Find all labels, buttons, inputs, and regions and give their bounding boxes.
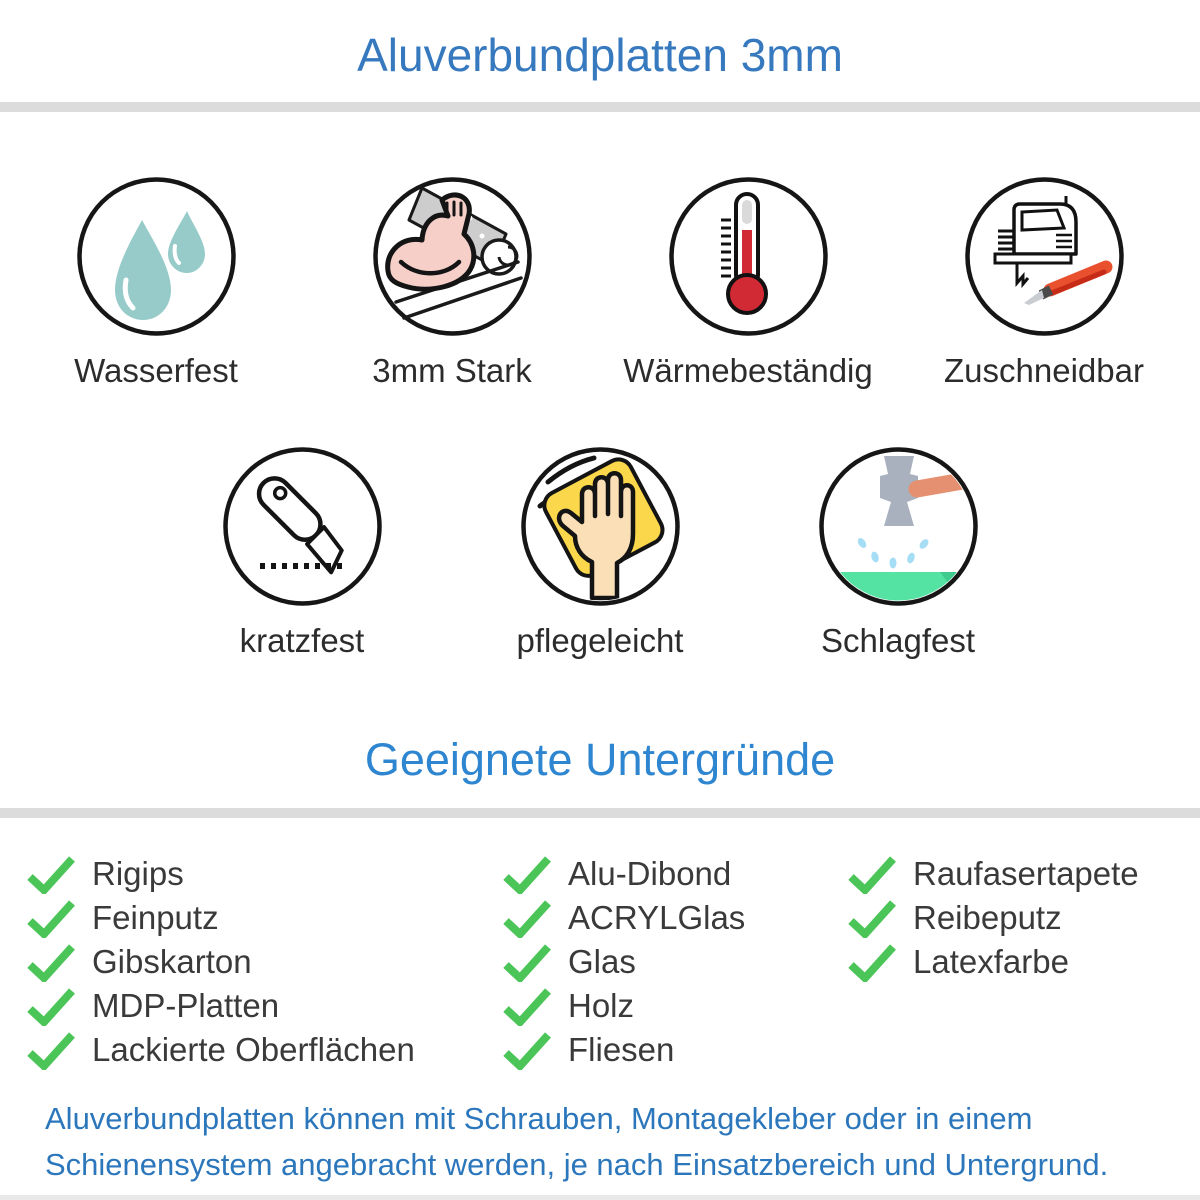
substrate-label: ACRYLGlas [568,899,746,936]
feature-schlagfest [780,444,1016,660]
feature-label: Wasserfest [74,352,238,389]
substrate-label: Holz [568,987,635,1024]
feature-zuschneidbar [926,174,1162,390]
checkmark-icon [845,942,899,982]
checkmark-icon [24,1030,78,1070]
substrate-label: Fliesen [568,1031,675,1068]
checkmark-icon [500,1030,554,1070]
mounting-note-line2: Schienensystem angebracht werden, je nach Einsatzbereich und Untergrund. [45,1147,1109,1182]
list-item [500,1028,845,1072]
divider [0,1195,1200,1200]
feature-label: Zuschneidbar [944,352,1144,389]
feature-waermebestaendig [623,174,873,390]
feature-label: kratzfest [239,622,365,659]
substrate-label: MDP-Platten [92,987,280,1024]
water-drops-icon [74,174,239,339]
checkmark-icon [500,986,554,1026]
jigsaw-cutter-icon [962,174,1127,339]
feature-label: Schlagfest [820,622,976,659]
checkmark-icon [500,854,554,894]
list-item [24,852,500,896]
checkmark-icon [24,898,78,938]
list-item [24,940,500,984]
checkmark-icon [845,898,899,938]
feature-wasserfest [38,174,274,390]
substrate-label: Feinputz [92,899,219,936]
substrate-column-3 [845,852,1200,1072]
substrate-label: Alu-Dibond [568,855,732,892]
muscle-arm-icon [370,174,535,339]
feature-label: pflegeleicht [516,622,684,659]
list-item [24,896,500,940]
list-item [845,940,1200,984]
substrate-column-2 [500,852,845,1072]
checkmark-icon [24,854,78,894]
substrate-label: Glas [568,943,636,980]
feature-label: 3mm Stark [372,352,532,389]
substrate-label: Rigips [92,855,184,892]
feature-kratzfest [184,444,420,660]
list-item [845,896,1200,940]
substrate-column-1 [24,852,500,1072]
feature-row-1 [0,174,1200,390]
substrate-label: Lackierte Oberflächen [92,1031,415,1068]
list-item [500,940,845,984]
feature-label: Wärmebeständig [623,352,873,389]
utility-knife-icon [220,444,385,609]
page-title: Aluverbundplatten 3mm [357,29,843,81]
feature-3mm-stark [334,174,570,390]
divider [0,102,1200,112]
list-item [500,984,845,1028]
checkmark-icon [24,986,78,1026]
substrate-label: Latexfarbe [913,943,1069,980]
checkmark-icon [500,942,554,982]
checkmark-icon [500,898,554,938]
checkmark-icon [24,942,78,982]
substrate-list [0,852,1200,1072]
feature-row-2 [0,444,1200,660]
feature-pflegeleicht [482,444,718,660]
thermometer-icon [666,174,831,339]
substrate-label: Reibeputz [913,899,1062,936]
mounting-note [45,1096,1200,1188]
list-item [500,896,845,940]
divider [0,808,1200,818]
cleaning-hand-icon [518,444,683,609]
hammer-impact-icon [816,444,981,609]
list-item [24,1028,500,1072]
section-title-untergruende: Geeignete Untergründe [364,734,836,785]
list-item [845,852,1200,896]
mounting-note-line1: Aluverbundplatten können mit Schrauben, Montagekleber oder in einem [45,1101,1033,1136]
checkmark-icon [845,854,899,894]
list-item [500,852,845,896]
substrate-label: Gibskarton [92,943,252,980]
list-item [24,984,500,1028]
substrate-label: Raufasertapete [913,855,1139,892]
